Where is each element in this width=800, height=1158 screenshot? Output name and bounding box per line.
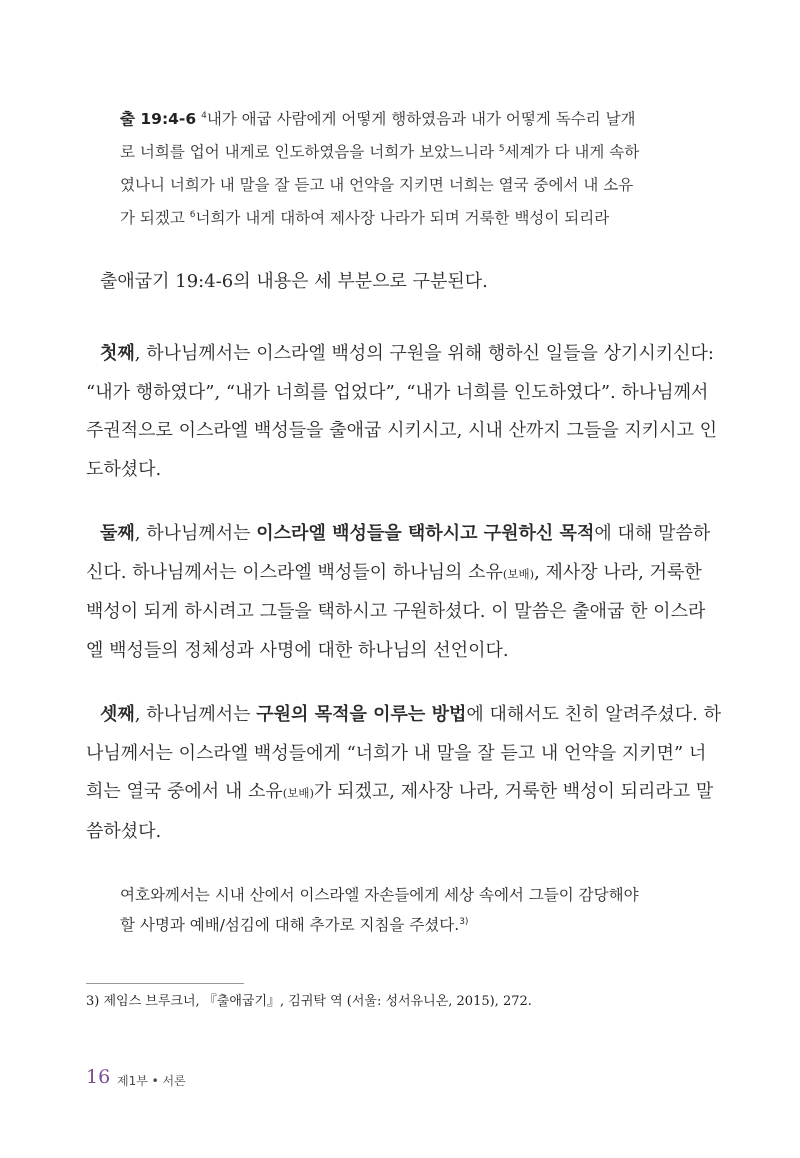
verse-number: 5 xyxy=(498,144,505,154)
paragraph-text: , 하나님께서는 이스라엘 백성의 구원을 위해 행하신 일들을 상기시키신다: “내가 행하였다”, “내가 너희를 업었다”, “내가 너희를 인도하였다”. 하나님께서 주권적으로 이스라엘 백성들을 출애굽 시키시고, 시내 산까지 그들을 지키시고 인도하셨다. xyxy=(86,343,718,480)
running-head: 제1부 • 서론 xyxy=(117,1074,186,1088)
paragraph-second xyxy=(86,515,722,670)
paragraph-text: , 하나님께서는 xyxy=(134,704,257,725)
verse-text: 너희가 내게 대하여 제사장 나라가 되며 거룩한 백성이 되리라 xyxy=(195,209,610,227)
paragraph-text: 에 대해서도 친히 알려주셨다. 하나님께서는 이스라엘 백성들에게 “너희가 내 말을 잘 듣고 내 언약을 지키면” 너희는 열국 중에서 내 소유 xyxy=(86,704,722,802)
indented-note xyxy=(120,880,640,940)
paragraph-lead: 셋째 xyxy=(100,704,135,725)
paragraph-text: , 제사장 나라, 거룩한 백성이 되게 하시려고 그들을 택하시고 구원하셨다. 이 말씀은 출애굽 한 이스라엘 백성들의 정체성과 사명에 대한 하나님의 선언이다. xyxy=(86,561,706,661)
small-annotation: (보배) xyxy=(502,566,535,581)
small-annotation: (보배) xyxy=(282,786,314,800)
paragraph-text: , 하나님께서는 xyxy=(134,523,257,544)
scripture-reference: 출 19:4-6 xyxy=(120,110,197,128)
paragraph-lead: 첫째 xyxy=(100,343,135,364)
verse-number: 4 xyxy=(201,111,207,121)
note-text: 여호와께서는 시내 산에서 이스라엘 자손들에게 세상 속에서 그들이 감당해야 할 사명과 예배/섬김에 대해 추가로 지침을 주셨다. xyxy=(120,886,639,934)
paragraph-third xyxy=(86,696,722,851)
footnote-divider xyxy=(86,983,244,984)
intro-sentence: 출애굽기 19:4-6의 내용은 세 부분으로 구분된다. xyxy=(100,271,488,292)
verse-number: 6 xyxy=(189,210,196,220)
page-number: 16 xyxy=(86,1066,111,1088)
paragraph-text: 에 대해 말씀하신다. 하나님께서는 이스라엘 백성들이 하나님의 소유 xyxy=(86,523,711,583)
paragraph-first xyxy=(86,335,722,489)
verse-text: 내가 애굽 사람에게 어떻게 행하였음과 내가 어떻게 독수리 날개로 너희를 업어 내게로 인도하였음을 너희가 보았느니라 xyxy=(120,110,636,161)
paragraph-text: 가 되겠고, 제사장 나라, 거룩한 백성이 되리라고 말씀하셨다. xyxy=(86,781,714,842)
scripture-quote xyxy=(120,103,640,235)
paragraph-lead: 둘째 xyxy=(100,523,135,544)
footnote: 3) 제임스 브루크너, 『출애굽기』, 김귀탁 역 (서울: 성서유니온, 2015), 272. xyxy=(86,994,532,1009)
emphasis-text: 이스라엘 백성들을 택하시고 구원하신 목적 xyxy=(256,523,595,544)
emphasis-text: 구원의 목적을 이루는 방법 xyxy=(256,704,467,725)
verse-text: 세계가 다 내게 속하였나니 너희가 내 말을 잘 듣고 내 언약을 지키면 너희는 열국 중에서 내 소유가 되겠고 xyxy=(120,143,640,227)
footnote-ref: 3) xyxy=(459,917,469,927)
